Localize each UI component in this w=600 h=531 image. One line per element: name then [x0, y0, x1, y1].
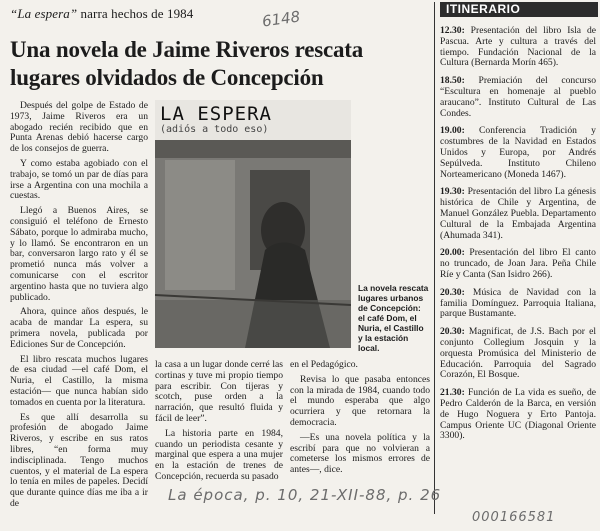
- archive-mark: 6148: [260, 7, 302, 31]
- handwritten-archive-id: 000166581: [472, 510, 556, 525]
- itinerary-header: ITINERARIO: [440, 2, 598, 17]
- itinerary-time: 20.30:: [440, 286, 465, 298]
- itinerary-item: [440, 126, 596, 180]
- itinerary-item: [440, 288, 596, 320]
- article-column-3: [290, 360, 430, 480]
- itinerary-item: [440, 76, 596, 119]
- handwritten-source-note: La época, p. 10, 21-XII-88, p. 26: [168, 486, 442, 504]
- paragraph: La historia parte en 1984, cuando un periodista cesante y marginal que espera a una mujer en la estación de trenes de Concepción, recuerda su pasado: [155, 427, 283, 482]
- cover-subtitle: (adiós a todo eso): [160, 124, 269, 135]
- paragraph: Y como estaba agobiado con el trabajo, se tomó un par de días para irse a Argentina con una mochila a cuestas.: [10, 157, 148, 202]
- column-divider: [434, 2, 435, 514]
- itinerary-text: Magnificat, de J.S. Bach por el conjunto Collegium Josquin y la orquesta Promúsica del Ministerio de Educación. Parroquia del Sagrado Corazón, El Bosque.: [440, 326, 596, 381]
- itinerary-time: 21.30:: [440, 387, 465, 399]
- paragraph: —Es una novela política y la escribí para que no volvieran a cometerse los mismos errores de antes—, dice.: [290, 431, 430, 476]
- article-column-1: [10, 101, 148, 514]
- kicker: [10, 6, 193, 22]
- itinerary-time: 12.30:: [440, 25, 465, 36]
- paragraph: la casa a un lugar donde cerré las cortinas y tuve mi propio tiempo para escribir. Con tijeras y scotch, puse orden a la narración, que resultó fluida y fácil de leer”.: [155, 359, 283, 424]
- kicker-title: “La espera”: [10, 6, 78, 21]
- itinerary-list: [440, 26, 596, 449]
- itinerary-text: Música de Navidad con la familia Domínguez. Parroquia Italiana, parque Bustamante.: [440, 286, 597, 320]
- photo-caption: La novela rescata lugares urbanos de Concepción: el café Dom, el Nuria, el Castillo y la estación local.: [358, 283, 429, 353]
- itinerary-time: 19.30:: [440, 186, 465, 198]
- paragraph: Es que allí desarrolla su profesión de abogado Jaime Riveros, y escribe en sus ratos libres, “en forma muy indisciplinada. Tengo muchos cuentos, y el material de La espera lo tenía en miles de papeles. Decidí que durante quince días me iba a ir de: [10, 411, 148, 509]
- itinerary-item: [440, 248, 596, 280]
- paragraph: Revisa lo que pasaba entonces con la mirada de 1984, cuando todo el mundo esperaba que algo ocurriera y que retornara la democracia.: [290, 373, 430, 428]
- itinerary-time: 20.00:: [440, 247, 465, 259]
- itinerary-text: Presentación del libro La génesis histórica de Chile y Argentina, de Manuel González Puebla. Departamento Cultural de la Embajada Argentina (Ahumada 341).: [440, 186, 596, 241]
- itinerary-item: [440, 187, 596, 241]
- itinerary-text: Función de La vida es sueño, de Pedro Calderón de la Barca, en versión de Hugo Noguera y Erto Pantoja. Campus Oriente UC (Diagonal Oriente 3300).: [440, 387, 596, 442]
- kicker-rest: narra hechos de 1984: [77, 6, 194, 21]
- book-photo: [155, 100, 351, 348]
- article-column-2: [155, 360, 283, 487]
- photo-illustration: [155, 100, 351, 348]
- itinerary-text: Presentación del libro Isla de Pascua. Arte y cultura a través del tiempo. Fundación Nacional de la Cultura (Bernarda Morín 465).: [440, 25, 596, 69]
- itinerary-item: [440, 26, 596, 69]
- itinerary-item: [440, 327, 596, 381]
- itinerary-time: 19.00:: [440, 125, 465, 137]
- headline: Una novela de Jaime Riveros rescata lugares olvidados de Concepción: [10, 37, 364, 90]
- paragraph: Después del golpe de Estado de 1973, Jaime Riveros era un abogado recién recibido que en Punta Arenas debió hacerse cargo de los consejos de guerra.: [10, 100, 148, 155]
- paragraph: Ahora, quince años después, le acaba de mandar La espera, su primera novela, publicada por Ediciones Sur de Concepción.: [10, 306, 148, 350]
- itinerary-text: Premiación del concurso “Escultura en homenaje al pueblo araucano”. Instituto Cultural de Las Condes.: [440, 75, 597, 119]
- itinerary-time: 18.50:: [440, 75, 465, 87]
- cover-title: LA ESPERA: [160, 103, 272, 125]
- paragraph: en el Pedagógico.: [290, 359, 358, 370]
- paragraph: El libro rescata muchos lugares de esa ciudad —el café Dom, el Nuria, el Castillo, la misma estación— que nunca habían sido tomados en cuenta por la literatura.: [10, 353, 148, 408]
- itinerary-time: 20.30:: [440, 326, 465, 338]
- paragraph: Llegó a Buenos Aires, se consiguió el teléfono de Ernesto Sábato, porque lo admiraba mucho, y lo llamó. Se encontraron en un bar, conversaron largo rato y él se prometió nunca más volver a comunicarse con el escritor argentino hasta que no tuviera algo publicado.: [10, 205, 148, 303]
- itinerary-text: Presentación del libro El canto no truncado, de Joan Jara. Peña Chile Ríe y Canta (San Isidro 266).: [440, 247, 596, 280]
- itinerary-item: [440, 388, 596, 442]
- itinerary-text: Conferencia Tradición y costumbres de la Navidad en Estados Unidos y Europa, por Andrés Sepúlveda. Instituto Chileno Norteamericano (Moneda 1467).: [440, 125, 596, 180]
